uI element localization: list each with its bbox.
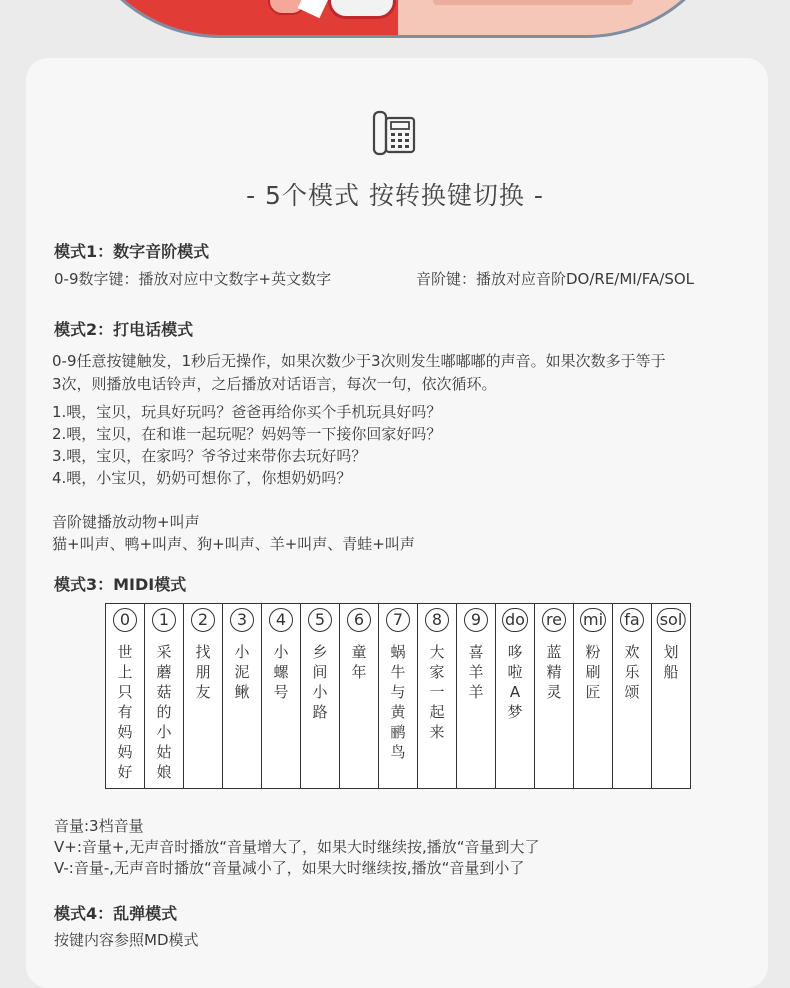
key-badge: 7 bbox=[386, 608, 410, 632]
song-name: 蓝精灵 bbox=[546, 643, 562, 701]
telephone-icon bbox=[370, 108, 420, 158]
midi-key-column bbox=[223, 604, 262, 788]
midi-key-column bbox=[340, 604, 379, 788]
midi-key-column bbox=[301, 604, 340, 788]
song-name: 小螺号 bbox=[273, 643, 289, 701]
key-badge: 9 bbox=[464, 608, 488, 632]
volume-up-text: V+:音量+,无声音时播放“音量增大了，如果大时继续按,播放“音量到大了 bbox=[54, 838, 540, 856]
mode2-animal-list: 猫+叫声、鸭+叫声、狗+叫声、羊+叫声、青蛙+叫声 bbox=[52, 535, 415, 553]
key-badge: fa bbox=[620, 608, 644, 632]
song-name: 哆啦A梦 bbox=[507, 643, 523, 721]
midi-key-column bbox=[379, 604, 418, 788]
midi-key-column bbox=[145, 604, 184, 788]
midi-key-column bbox=[496, 604, 535, 788]
toy-key bbox=[328, 0, 396, 19]
midi-key-column bbox=[652, 604, 690, 788]
key-badge: 0 bbox=[113, 608, 137, 632]
song-name: 找朋友 bbox=[195, 643, 211, 701]
song-name: 世上只有妈妈好 bbox=[117, 643, 133, 781]
song-name: 大家一起来 bbox=[429, 643, 445, 741]
song-name: 蜗牛与黄鹂鸟 bbox=[390, 643, 406, 761]
midi-key-column bbox=[574, 604, 613, 788]
midi-key-column bbox=[613, 604, 652, 788]
key-badge: mi bbox=[580, 608, 606, 632]
song-name: 粉刷匠 bbox=[585, 643, 601, 701]
mode2-dialog-line: 1.喂，宝贝，玩具好玩吗？爸爸再给你买个手机玩具好吗？ bbox=[52, 403, 442, 421]
midi-key-column bbox=[418, 604, 457, 788]
mode2-scale-note: 音阶键播放动物+叫声 bbox=[52, 513, 200, 531]
mode2-desc-line-2: 3次，则播放电话铃声，之后播放对话语言，每次一句，依次循环。 bbox=[52, 375, 497, 393]
key-badge: sol bbox=[657, 608, 686, 632]
section-title: - 5个模式 按转换键切换 - bbox=[246, 181, 544, 210]
mode1-heading: 模式1：数字音阶模式 bbox=[54, 242, 210, 261]
product-photo-strip bbox=[0, 0, 790, 40]
volume-title: 音量:3档音量 bbox=[54, 817, 144, 835]
song-name: 划船 bbox=[663, 643, 679, 681]
midi-key-column bbox=[457, 604, 496, 788]
mode2-dialog-line: 3.喂，宝贝，在家吗？爷爷过来带你去玩好吗？ bbox=[52, 447, 367, 465]
key-badge: do bbox=[502, 608, 528, 632]
mode4-heading: 模式4：乱弹模式 bbox=[54, 904, 178, 923]
mode1-number-keys-text: 0-9数字键：播放对应中文数字+英文数字 bbox=[54, 270, 332, 288]
toy-phone-image bbox=[70, 0, 736, 38]
song-name: 喜羊羊 bbox=[468, 643, 484, 701]
song-name: 小泥鳅 bbox=[234, 643, 250, 701]
key-badge: 5 bbox=[308, 608, 332, 632]
midi-key-column bbox=[262, 604, 301, 788]
mode1-scale-keys-text: 音阶键：播放对应音阶DO/RE/MI/FA/SOL bbox=[416, 270, 695, 288]
midi-key-column bbox=[535, 604, 574, 788]
toy-caption-shape bbox=[433, 0, 633, 5]
song-name: 采蘑菇的小姑娘 bbox=[156, 643, 172, 781]
mode2-dialog-line: 2.喂，宝贝，在和谁一起玩呢？妈妈等一下接你回家好吗？ bbox=[52, 425, 442, 443]
mode4-desc: 按键内容参照MD模式 bbox=[54, 931, 199, 949]
volume-down-text: V-:音量-,无声音时播放“音量减小了，如果大时继续按,播放“音量到小了 bbox=[54, 859, 525, 877]
key-badge: 8 bbox=[425, 608, 449, 632]
midi-key-column bbox=[106, 604, 145, 788]
key-badge: 1 bbox=[152, 608, 176, 632]
key-badge: 4 bbox=[269, 608, 293, 632]
mode3-heading: 模式3：MIDI模式 bbox=[54, 575, 187, 594]
mode2-desc-line-1: 0-9任意按键触发，1秒后无操作，如果次数少于3次则发生嘟嘟嘟的声音。如果次数多于等于 bbox=[52, 352, 666, 370]
mode2-heading: 模式2：打电话模式 bbox=[54, 320, 194, 339]
song-name: 欢乐颂 bbox=[624, 643, 640, 701]
mode2-dialog-line: 4.喂，小宝贝，奶奶可想你了，你想奶奶吗？ bbox=[52, 469, 352, 487]
key-badge: 6 bbox=[347, 608, 371, 632]
midi-key-column bbox=[184, 604, 223, 788]
key-badge: re bbox=[542, 608, 566, 632]
key-badge: 2 bbox=[191, 608, 215, 632]
song-name: 童年 bbox=[351, 643, 367, 681]
song-name: 乡间小路 bbox=[312, 643, 328, 721]
midi-song-table bbox=[105, 603, 691, 789]
key-badge: 3 bbox=[230, 608, 254, 632]
